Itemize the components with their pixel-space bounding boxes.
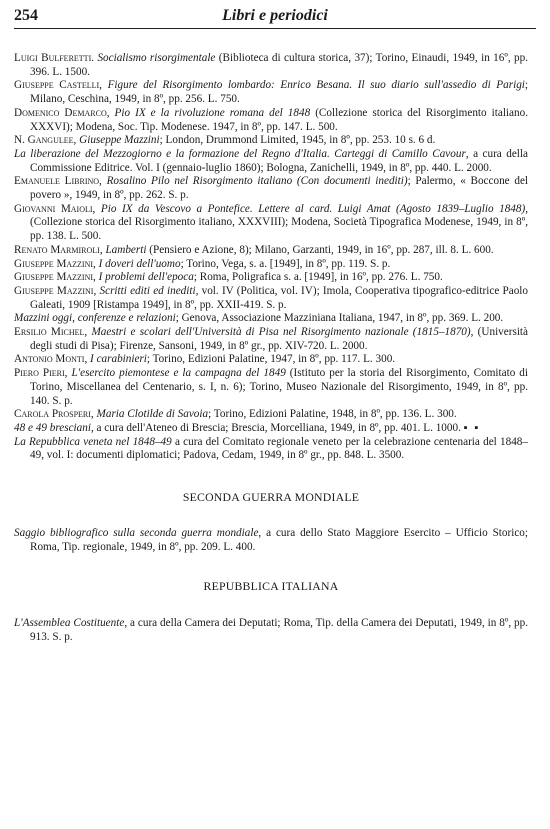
entry-details: (Biblioteca di cultura storica, 37); Torino, Einaudi, 1949, in 16º, pp. 396. L. 1500. [30, 52, 529, 78]
entry-details: , (Università degli studi di Pisa); Firenze, Sansoni, 1949, in 8º gr., pp. XIV-720. L. 2000. [30, 326, 529, 352]
entry-details: , (Collezione storica del Risorgimento italiano, XXXVIII); Modena, Società Tipografica Modenese, 1949, in 8º, pp. 138. L. 500. [30, 202, 528, 243]
entry-author: N. Gangulee, [14, 134, 77, 147]
entry-details: ; Palermo, « Boccone del povero », 1949, in 8º, pp. 262. S. p. [30, 175, 529, 202]
entry-author: Emanuele Librino, [14, 175, 102, 188]
bibliography-entry [14, 175, 528, 202]
entry-author: Giovanni Maioli, [14, 202, 96, 215]
entry-title: Rosalino Pilo nel Risorgimento italiano (Con documenti inediti) [106, 175, 408, 188]
entry-title: Pio IX da Vescovo a Pontefice. Lettere al card. Luigi Amat (Agosto 1839–Luglio 1848) [100, 202, 526, 215]
bibliography-entry [14, 312, 528, 326]
bibliography-entry [14, 107, 528, 134]
bibliography-entry [14, 422, 528, 436]
entry-title: Lamberti [105, 243, 147, 256]
bibliography-entry [14, 134, 528, 148]
entry-details: ; Torino, Edizioni Palatine, 1947, in 8º, pp. 117. L. 300. [146, 353, 396, 366]
entry-details: ; Milano, Ceschina, 1949, in 8º, pp. 256. L. 750. [30, 79, 529, 106]
bibliography-entry [14, 203, 528, 244]
entry-title: Socialismo risorgimentale [97, 52, 216, 64]
page-header [14, 7, 536, 27]
entry-author: Giuseppe Mazzini, [14, 284, 97, 297]
bibliography-entry [14, 408, 528, 422]
bibliography-entry [14, 367, 528, 408]
entry-title: Pio IX e la rivoluzione romana del 1848 [114, 106, 311, 119]
bibliography-entry [14, 244, 528, 258]
bibliography-entry [14, 326, 528, 353]
bibliography-entry [14, 617, 528, 644]
entry-author: Carola Prosperi, [14, 408, 94, 421]
entry-details: ; Genova, Associazione Mazziniana Italiana, 1947, in 8º, pp. 369. L. 200. [175, 312, 504, 325]
bibliography-entry [14, 353, 528, 367]
bibliography-entry [14, 148, 528, 175]
entry-author: Ersilio Michel, [14, 326, 88, 339]
entry-author: Piero Pieri, [14, 367, 68, 380]
entry-author: Antonio Monti, [14, 353, 88, 366]
entry-title: I doveri dell'uomo [98, 257, 181, 270]
entry-details: , a cura della Commissione Editrice. Vol. I (gennaio-luglio 1860); Bologna, Zanichelli, 1949, in 8º, pp. 440. L. 2000. [30, 147, 528, 174]
entry-title: Scritti editi ed inediti [99, 284, 196, 297]
bibliography-entry [14, 271, 528, 285]
bibliography-entry [14, 436, 528, 463]
bibliography-entry [14, 258, 528, 272]
print-marks: ▪ ▪ [463, 421, 481, 434]
entry-title: Maestri e scolari dell'Università di Pisa nel Risorgimento nazionale (1815–1870) [91, 326, 471, 339]
header-rule [14, 28, 536, 29]
entry-details: (Istituto per la storia del Risorgimento, Comitato di Torino, Miscellanea del Centenario, s. I, n. 6); Torino, Museo Nazionale del Risorgimento, 1949, in 8º, pp. 140. S. p. [30, 367, 529, 407]
entries-container [14, 52, 528, 463]
entry-title: Maria Clotilde di Savoia [96, 408, 209, 421]
entry-title: I carabinieri [90, 353, 147, 366]
entry-details: , a cura dello Stato Maggiore Esercito – Ufficio Storico; Roma, Tip. regionale, 1949, in 8º, pp. 209. L. 400. [30, 526, 528, 553]
entry-author: Giuseppe Castelli, [14, 79, 102, 92]
entry-author: Giuseppe Mazzini, [14, 271, 96, 284]
entry-details: , a cura della Camera dei Deputati; Roma, Tip. della Camera dei Deputati, 1949, in 8º, pp. 913. S. p. [30, 616, 528, 643]
entry-details: ; London, Drummond Limited, 1945, in 8º, pp. 253. 10 s. 6 d. [159, 134, 436, 147]
entry-title: Saggio bibliografico sulla seconda guerra mondiale [14, 526, 259, 539]
bibliography-entry [14, 52, 528, 79]
bibliography-entry [14, 285, 528, 312]
section-title-repubblica: REPUBBLICA ITALIANA [203, 579, 339, 594]
entry-title: Mazzini oggi, conferenze e relazioni [14, 312, 176, 325]
entry-title: I problemi dell'epoca [98, 271, 194, 284]
entry-details: ; Torino, Vega, s. a. [1949], in 8º, pp. 119. S. p. [180, 257, 391, 270]
bibliography-list [14, 52, 528, 644]
entry-title: La liberazione del Mezzogiorno e la formazione del Regno d'Italia. Carteggi di Camillo Cavour [14, 147, 466, 160]
running-head: Libri e periodici [222, 7, 328, 24]
entry-title: L'esercito piemontese e la campagna del 1849 [71, 367, 286, 380]
entry-title: 48 e 49 bresciani [14, 421, 91, 434]
entry-details: , vol. IV (Politica, vol. IV); Imola, Cooperativa tipografico-editrice Paolo Galeati, 1909 [Ristampa 1949], in 8º, pp. XXII-419. S. p. [30, 284, 528, 311]
section-title-seconda-guerra: SECONDA GUERRA MONDIALE [182, 490, 360, 505]
bibliography-entry [14, 79, 528, 106]
page-number: 254 [14, 7, 38, 24]
entry-details: , a cura dell'Ateneo di Brescia; Brescia, Morcelliana, 1949, in 8º, pp. 401. L. 1000. [90, 421, 461, 434]
entry-details: (Collezione storica del Risorgimento italiano. XXXVI); Modena, Soc. Tip. Modenese. 1947, in 8º, pp. 147. L. 500. [30, 106, 528, 133]
bibliography-entry [14, 527, 528, 554]
entry-author: Renato Marmiroli, [14, 243, 103, 256]
entry-title: La Repubblica veneta nel 1848–49 [14, 435, 172, 448]
entry-author: Giuseppe Mazzini, [14, 257, 96, 270]
entry-details: ; Roma, Poligrafica s. a. [1949], in 16º, pp. 276. L. 750. [193, 271, 443, 284]
entry-title: Figure del Risorgimento lombardo: Enrico Besana. Il suo diario sull'assedio di Parigi [107, 79, 525, 92]
entry-title: Giuseppe Mazzini [79, 134, 160, 147]
entry-author: Luigi Bulferetti. [14, 52, 95, 64]
entry-details: (Pensiero e Azione, 8); Milano, Garzanti, 1949, in 16º, pp. 287, ill. 8. L. 600. [146, 243, 494, 256]
entry-author: Domenico Demarco, [14, 106, 110, 119]
entry-details: a cura del Comitato regionale veneto per la celebrazione centenaria del 1848–49, vol. I: documenti diplomatici; Padova, Cedam, 1949, in 8º gr., pp. 848. L. 3500. [30, 435, 528, 462]
entry-title: L'Assemblea Costituente [14, 616, 125, 629]
entry-details: ; Torino, Edizioni Palatine, 1948, in 8º, pp. 136. L. 300. [208, 408, 457, 421]
